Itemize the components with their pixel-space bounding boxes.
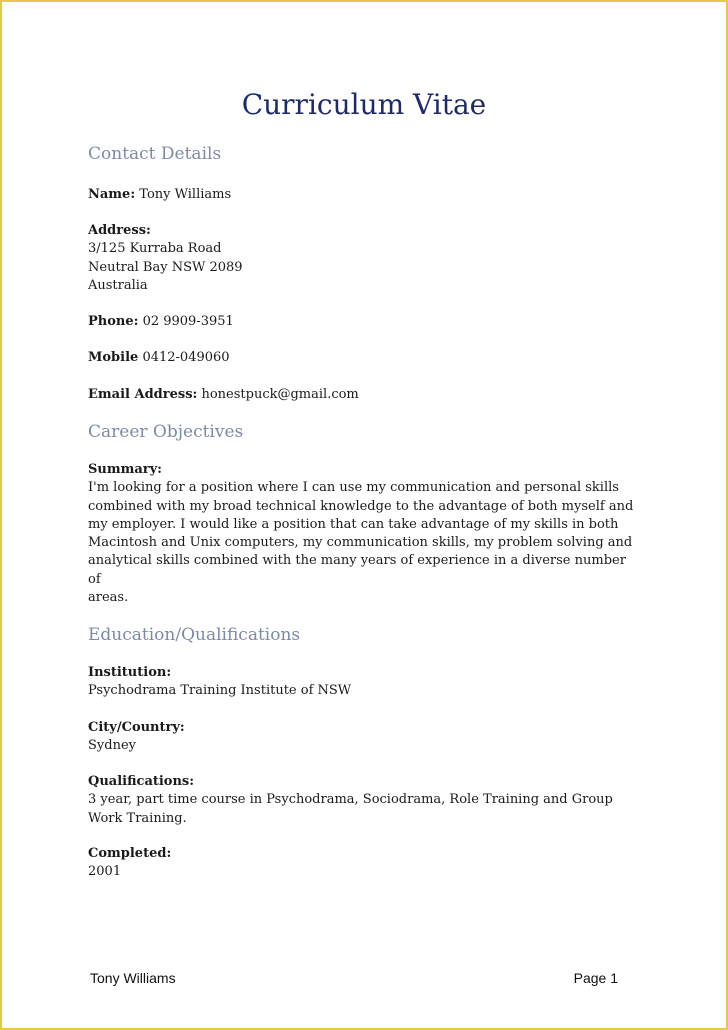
phone-label: Phone: [88, 314, 139, 329]
qualifications-label: Qualifications: [88, 774, 195, 789]
summary-line: my employer. I would like a position that can take advantage of my skills in both [88, 516, 619, 532]
mobile-value: 0412-049060 [142, 350, 230, 365]
footer-author: Tony Williams [90, 970, 176, 986]
qualifications-block [88, 773, 640, 828]
address-block [88, 222, 640, 295]
address-line: 3/125 Kurraba Road [88, 241, 222, 257]
footer-page-number: Page 1 [573, 970, 618, 986]
completed-block [88, 845, 640, 882]
name-row [88, 186, 640, 204]
summary-line: areas. [88, 590, 129, 606]
summary-line: combined with my broad technical knowledge to the advantage of both myself and [88, 498, 634, 514]
summary-block [88, 461, 640, 607]
institution-block [88, 664, 640, 701]
city-block [88, 719, 640, 756]
completed-label: Completed: [88, 846, 172, 861]
email-row [88, 386, 640, 404]
contact-details-heading: Contact Details [88, 144, 222, 164]
mobile-row [88, 349, 640, 367]
summary-line: analytical skills combined with the many years of experience in a diverse number of [88, 553, 626, 587]
phone-row [88, 313, 640, 331]
address-line: Neutral Bay NSW 2089 [88, 259, 243, 275]
summary-line: Macintosh and Unix computers, my communication skills, my problem solving and [88, 535, 633, 551]
institution-value: Psychodrama Training Institute of NSW [88, 683, 352, 699]
address-label: Address: [88, 223, 151, 238]
city-value: Sydney [88, 738, 136, 754]
address-line: Australia [88, 277, 148, 293]
phone-value: 02 9909-3951 [142, 314, 234, 329]
qualifications-line: Work Training. [88, 810, 187, 826]
mobile-label: Mobile [88, 350, 139, 365]
summary-line: I'm looking for a position where I can use my communication and personal skills [88, 480, 619, 496]
qualifications-line: 3 year, part time course in Psychodrama, Sociodrama, Role Training and Group [88, 792, 613, 808]
city-label: City/Country: [88, 720, 185, 735]
name-label: Name: [88, 187, 136, 202]
document-title: Curriculum Vitae [241, 88, 487, 121]
institution-label: Institution: [88, 665, 172, 680]
summary-label: Summary: [88, 462, 162, 477]
completed-value: 2001 [88, 864, 122, 880]
email-label: Email Address: [88, 387, 198, 402]
name-value: Tony Williams [139, 187, 232, 202]
email-value: honestpuck@gmail.com [201, 387, 359, 402]
education-heading: Education/Qualifications [88, 625, 301, 645]
career-objectives-heading: Career Objectives [88, 422, 244, 442]
